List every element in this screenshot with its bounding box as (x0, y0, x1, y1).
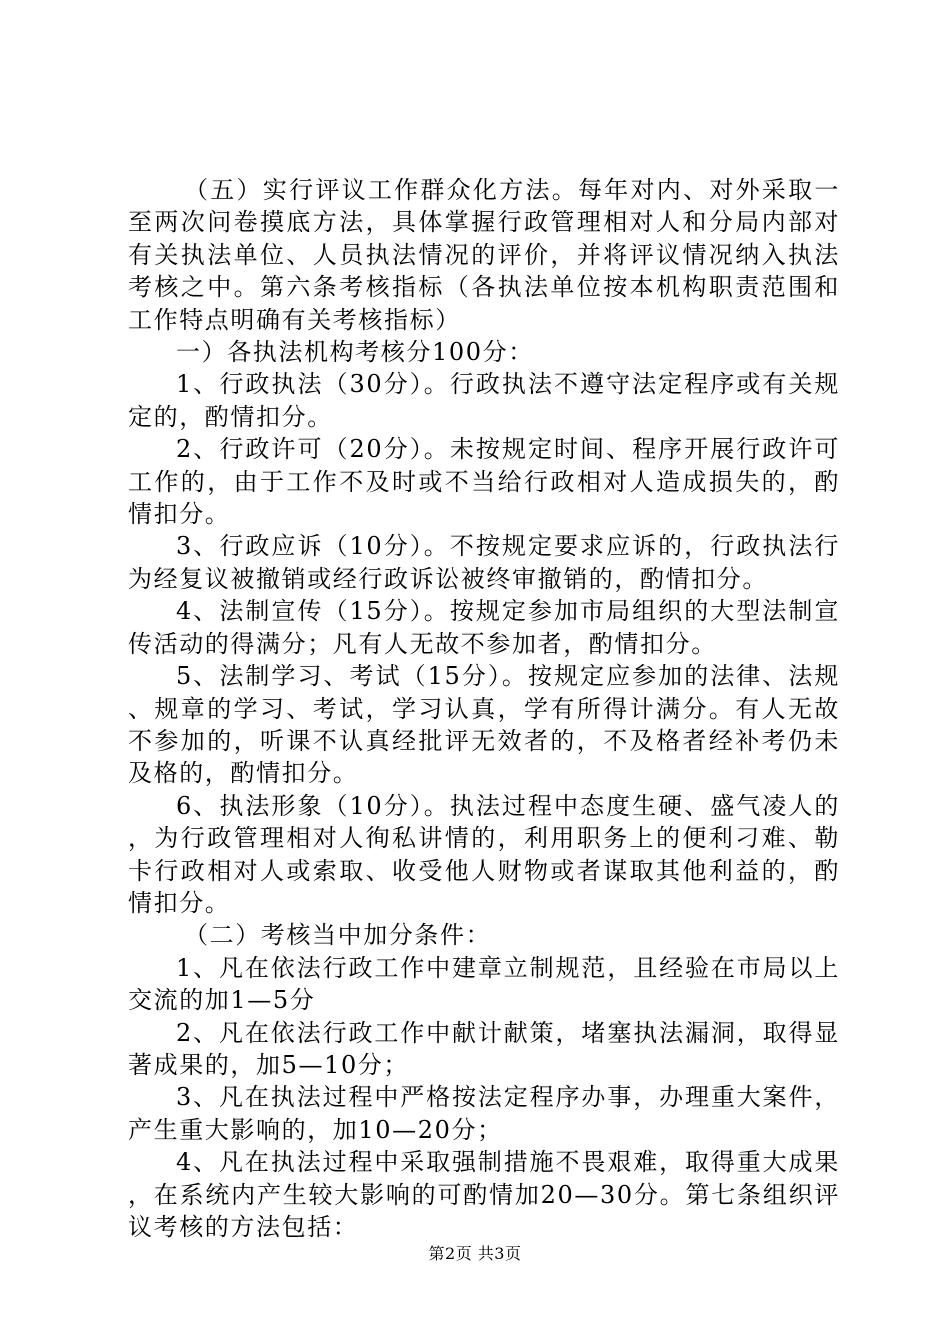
paragraph: 3、行政应诉（10分）。不按规定要求应诉的，行政执法行为经复议被撤销或经行政诉讼被终审撤销的，酌情扣分。 (128, 532, 840, 593)
paragraph: 1、凡在依法行政工作中建章立制规范，且经验在市局以上交流的加1—5分 (128, 953, 840, 1015)
page-number-label: 第2页 共3页 (428, 1244, 522, 1263)
paragraph: 3、凡在执法过程中严格按法定程序办事，办理重大案件，产生重大影响的，加10—20分； (128, 1083, 840, 1144)
document-body (128, 174, 840, 1243)
paragraph: 4、法制宣传（15分）。按规定参加市局组织的大型法制宣传活动的得满分；凡有人无故不参加者，酌情扣分。 (128, 597, 840, 658)
paragraph: （五）实行评议工作群众化方法。每年对内、对外采取一至两次问卷摸底方法，具体掌握行政管理相对人和分局内部对有关执法单位、人员执法情况的评价，并将评议情况纳入执法考核之中。第六条考核指标（各执法单位按本机构职责范围和工作特点明确有关考核指标） (128, 176, 840, 334)
paragraph: （二）考核当中加分条件： (184, 921, 492, 950)
paragraph: 一）各执法机构考核分100分： (176, 338, 534, 367)
page-footer (0, 1244, 950, 1264)
paragraph: 6、执法形象（10分）。执法过程中态度生硬、盛气凌人的，为行政管理相对人徇私讲情的，利用职务上的便利刁难、勒卡行政相对人或索取、收受他人财物或者谋取其他利益的，酌情扣分。 (128, 791, 840, 917)
paragraph: 2、凡在依法行政工作中献计献策，堵塞执法漏洞，取得显著成果的，加5—10分； (128, 1018, 840, 1079)
paragraph: 1、行政执法（30分）。行政执法不遵守法定程序或有关规定的，酌情扣分。 (128, 370, 840, 431)
paragraph: 2、行政许可（20分）。未按规定时间、程序开展行政许可工作的，由于工作不及时或不当给行政相对人造成损失的，酌情扣分。 (128, 435, 840, 529)
paragraph: 4、凡在执法过程中采取强制措施不畏艰难，取得重大成果，在系统内产生较大影响的可酌情加20—30分。第七条组织评议考核的方法包括： (128, 1148, 840, 1241)
paragraph: 5、法制学习、考试（15分）。按规定应参加的法律、法规、规章的学习、考试，学习认真，学有所得计满分。有人无故不参加的，听课不认真经批评无效者的，不及格者经补考仍未及格的，酌情扣分。 (128, 662, 840, 788)
